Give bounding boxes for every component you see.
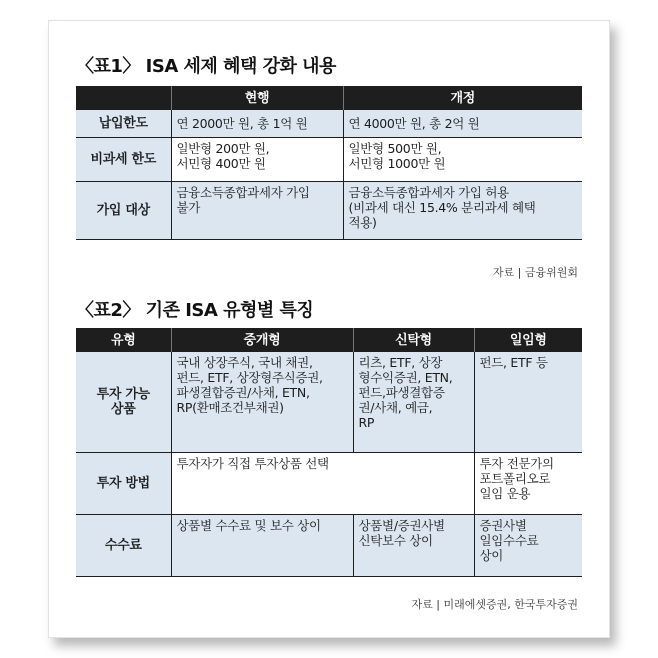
table-row (76, 514, 582, 576)
row-label: 비과세 한도 (76, 137, 171, 181)
cell-brokerage: 상품별 수수료 및 보수 상이 (171, 514, 353, 576)
cell-revised: 연 4000만 원, 총 2억 원 (343, 110, 582, 137)
table1-header-current: 현행 (171, 86, 343, 110)
cell-discretionary: 투자 전문가의 포트폴리오로 일임 운용 (474, 452, 582, 514)
row-label: 수수료 (76, 514, 171, 576)
table2-header-type: 유형 (76, 328, 171, 352)
table2-title: 〈표2〉 기존 ISA 유형별 특징 (76, 300, 314, 321)
cell-brokerage: 국내 상장주식, 국내 채권, 펀드, ETF, 상장형주식증권, 파생결합증권/사채, ETN, RP(환매조건부채권) (171, 352, 353, 452)
cell-current: 연 2000만 원, 총 1억 원 (171, 110, 343, 137)
cell-discretionary: 펀드, ETF 등 (474, 352, 582, 452)
cell-revised: 일반형 500만 원, 서민형 1000만 원 (343, 137, 582, 181)
cell-trust: 리츠, ETF, 상장 형수익증권, ETN, 펀드,파생결합증 권/사채, 예금, RP (353, 352, 474, 452)
cell-brokerage-trust: 투자자가 직접 투자상품 선택 (171, 452, 474, 514)
cell-discretionary: 증권사별 일임수수료 상이 (474, 514, 582, 576)
table-row (76, 181, 582, 239)
table1-title: 〈표1〉 ISA 세제 혜택 강화 내용 (76, 56, 336, 77)
table1-source: 자료 | 금융위원회 (492, 266, 578, 279)
cell-current: 금융소득종합과세자 가입 불가 (171, 181, 343, 239)
table1 (76, 86, 582, 240)
table-row (76, 452, 582, 514)
table-row (76, 110, 582, 137)
table2 (76, 328, 582, 577)
row-label: 납입한도 (76, 110, 171, 137)
row-label: 가입 대상 (76, 181, 171, 239)
table1-header-revised: 개정 (343, 86, 582, 110)
cell-current: 일반형 200만 원, 서민형 400만 원 (171, 137, 343, 181)
row-label: 투자 방법 (76, 452, 171, 514)
table2-header-discretionary: 일임형 (474, 328, 582, 352)
table1-header-empty (76, 86, 171, 110)
cell-revised: 금융소득종합과세자 가입 허용 (비과세 대신 15.4% 분리과세 혜택 적용) (343, 181, 582, 239)
table2-header-trust: 신탁형 (353, 328, 474, 352)
table1-header-row (76, 86, 582, 110)
table-row (76, 137, 582, 181)
cell-trust: 상품별/증권사별 신탁보수 상이 (353, 514, 474, 576)
table-row (76, 352, 582, 452)
table2-source: 자료 | 미래에셋증권, 한국투자증권 (411, 598, 578, 611)
table2-header-brokerage: 중개형 (171, 328, 353, 352)
table2-header-row (76, 328, 582, 352)
row-label: 투자 가능 상품 (76, 352, 171, 452)
